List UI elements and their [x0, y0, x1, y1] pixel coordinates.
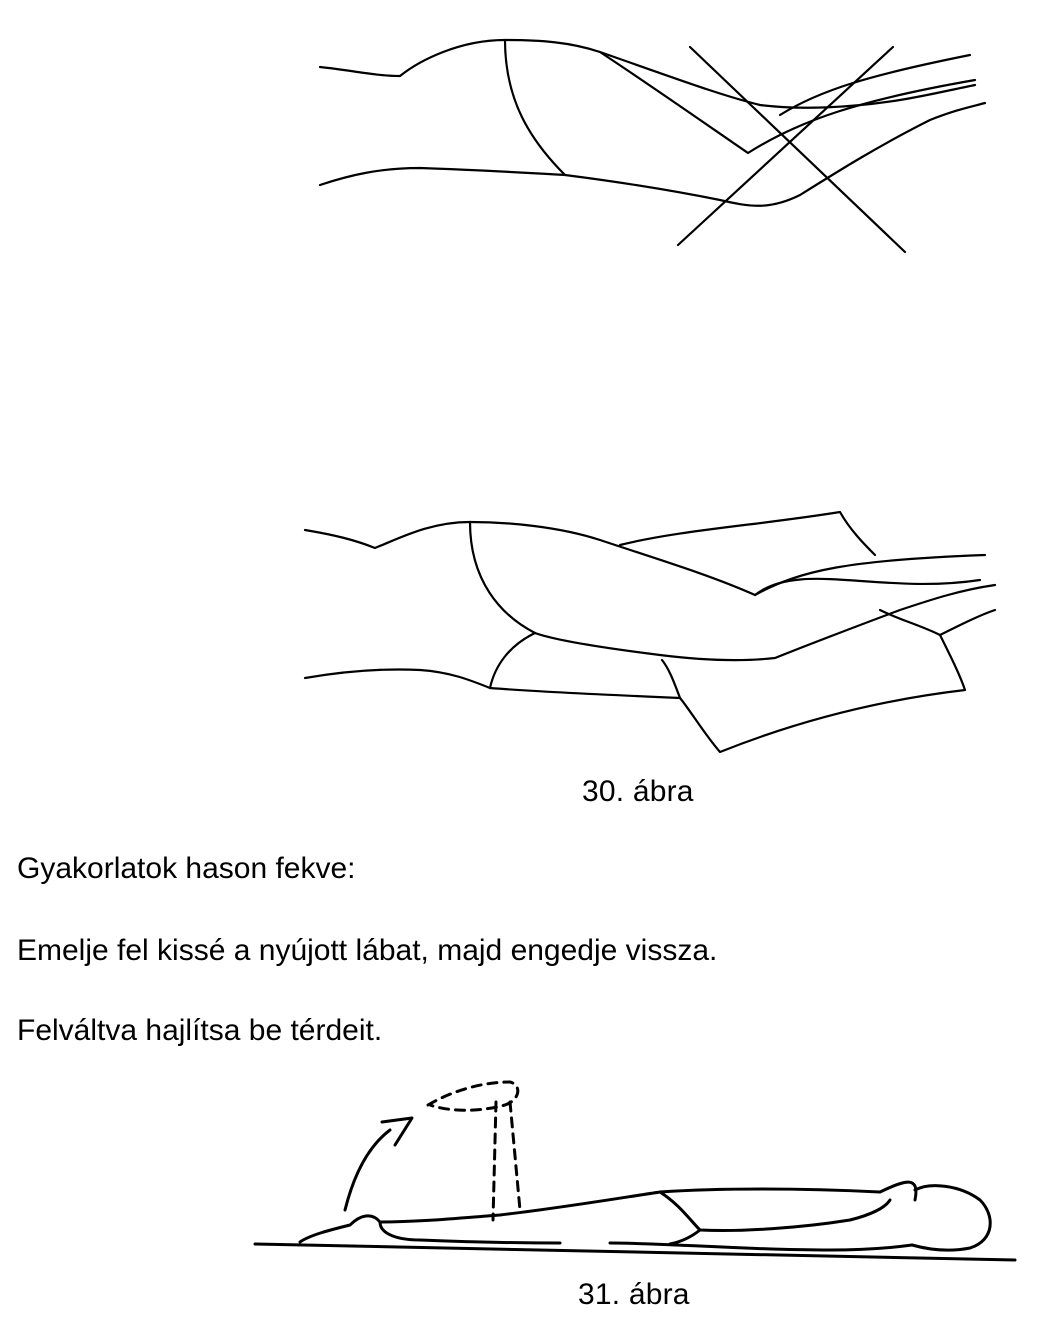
instruction-line-2: Felváltva hajlítsa be térdeit. — [17, 1014, 383, 1047]
section-heading: Gyakorlatok hason fekve: — [17, 852, 356, 885]
prone-leg-raise-drawing — [0, 1060, 1040, 1280]
legs-crossed-drawing — [0, 0, 1040, 280]
figure-30-caption: 30. ábra — [582, 775, 694, 808]
figure-31-caption: 31. ábra — [578, 1278, 690, 1311]
instruction-line-1: Emelje fel kissé a nyújott lábat, majd engedje vissza. — [17, 934, 718, 967]
legs-on-pillow-drawing — [0, 500, 1040, 780]
